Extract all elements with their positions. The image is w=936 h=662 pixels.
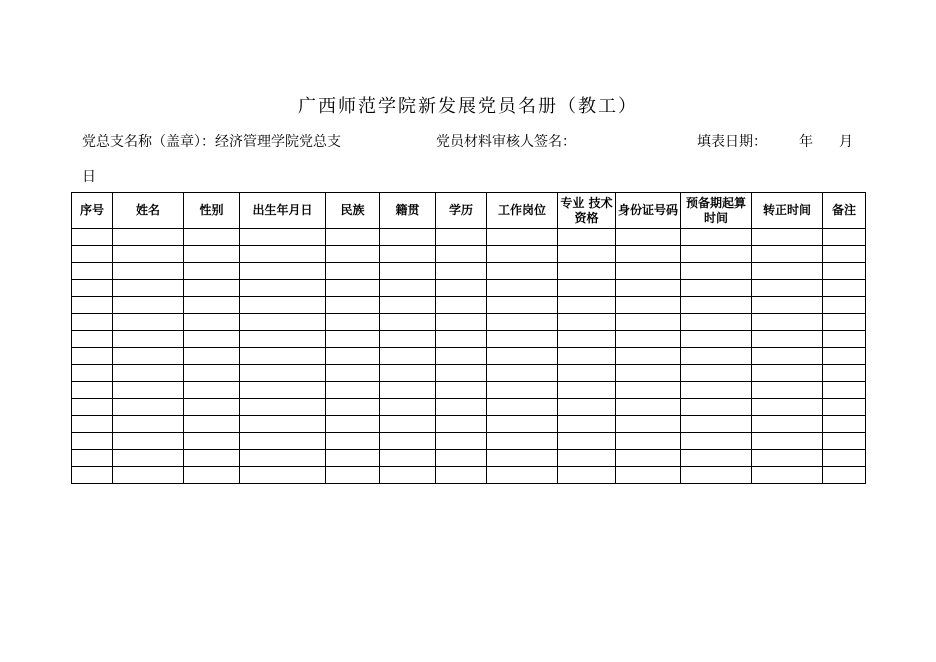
table-cell[interactable] xyxy=(752,331,823,348)
col-header-confirmation-date: 转正时间 xyxy=(752,193,823,229)
fill-date-month: 月 xyxy=(839,134,853,150)
table-cell[interactable] xyxy=(240,348,326,365)
table-cell[interactable] xyxy=(72,399,113,416)
table-cell[interactable] xyxy=(326,416,380,433)
table-cell[interactable] xyxy=(72,246,113,263)
table-cell[interactable] xyxy=(823,331,866,348)
table-row xyxy=(72,450,866,467)
table-cell[interactable] xyxy=(823,365,866,382)
table-cell[interactable] xyxy=(823,382,866,399)
table-cell[interactable] xyxy=(326,433,380,450)
table-cell[interactable] xyxy=(380,246,436,263)
branch-name-label: 党总支名称（盖章）：经济管理学院党总支 xyxy=(82,134,341,150)
table-cell[interactable] xyxy=(326,365,380,382)
table-cell[interactable] xyxy=(380,365,436,382)
table-cell[interactable] xyxy=(752,348,823,365)
table-cell[interactable] xyxy=(326,314,380,331)
table-cell[interactable] xyxy=(558,280,616,297)
table-row xyxy=(72,314,866,331)
table-cell[interactable] xyxy=(616,450,681,467)
table-cell[interactable] xyxy=(616,382,681,399)
table-cell[interactable] xyxy=(487,348,558,365)
table-cell[interactable] xyxy=(681,246,752,263)
table-cell[interactable] xyxy=(113,331,184,348)
table-cell[interactable] xyxy=(436,416,487,433)
table-cell[interactable] xyxy=(436,382,487,399)
table-cell[interactable] xyxy=(326,382,380,399)
table-cell[interactable] xyxy=(681,331,752,348)
table-cell[interactable] xyxy=(113,314,184,331)
table-cell[interactable] xyxy=(184,331,240,348)
table-cell[interactable] xyxy=(240,314,326,331)
table-cell[interactable] xyxy=(240,382,326,399)
table-cell[interactable] xyxy=(326,263,380,280)
table-cell[interactable] xyxy=(326,280,380,297)
table-cell[interactable] xyxy=(72,467,113,484)
reviewer-signature-label: 党员材料审核人签名： xyxy=(436,134,576,150)
fill-date-year: 年 xyxy=(799,134,813,150)
table-cell[interactable] xyxy=(113,246,184,263)
table-row xyxy=(72,348,866,365)
table-cell[interactable] xyxy=(326,450,380,467)
table-cell[interactable] xyxy=(113,467,184,484)
col-header-probation-start: 预备期起算时间 xyxy=(681,193,752,229)
table-cell[interactable] xyxy=(184,314,240,331)
table-cell[interactable] xyxy=(436,348,487,365)
table-cell[interactable] xyxy=(681,229,752,246)
table-cell[interactable] xyxy=(113,229,184,246)
table-cell[interactable] xyxy=(380,297,436,314)
table-cell[interactable] xyxy=(240,331,326,348)
table-cell[interactable] xyxy=(113,450,184,467)
table-row xyxy=(72,433,866,450)
table-cell[interactable] xyxy=(487,331,558,348)
table-cell[interactable] xyxy=(558,433,616,450)
table-cell[interactable] xyxy=(436,331,487,348)
table-cell[interactable] xyxy=(184,450,240,467)
table-cell[interactable] xyxy=(113,416,184,433)
table-cell[interactable] xyxy=(487,280,558,297)
table-cell[interactable] xyxy=(72,365,113,382)
table-cell[interactable] xyxy=(380,314,436,331)
table-cell[interactable] xyxy=(558,229,616,246)
table-row xyxy=(72,365,866,382)
table-cell[interactable] xyxy=(240,467,326,484)
table-cell[interactable] xyxy=(616,399,681,416)
table-cell[interactable] xyxy=(616,280,681,297)
table-cell[interactable] xyxy=(72,280,113,297)
table-cell[interactable] xyxy=(558,467,616,484)
table-cell[interactable] xyxy=(380,416,436,433)
table-cell[interactable] xyxy=(72,229,113,246)
table-cell[interactable] xyxy=(113,399,184,416)
table-cell[interactable] xyxy=(558,297,616,314)
table-cell[interactable] xyxy=(487,399,558,416)
table-cell[interactable] xyxy=(681,314,752,331)
table-cell[interactable] xyxy=(558,314,616,331)
table-cell[interactable] xyxy=(752,263,823,280)
table-cell[interactable] xyxy=(487,433,558,450)
table-cell[interactable] xyxy=(436,365,487,382)
table-cell[interactable] xyxy=(823,433,866,450)
table-cell[interactable] xyxy=(72,416,113,433)
table-cell[interactable] xyxy=(72,297,113,314)
table-cell[interactable] xyxy=(616,365,681,382)
table-cell[interactable] xyxy=(113,263,184,280)
table-row xyxy=(72,331,866,348)
table-cell[interactable] xyxy=(380,229,436,246)
table-cell[interactable] xyxy=(184,280,240,297)
table-cell[interactable] xyxy=(752,246,823,263)
table-cell[interactable] xyxy=(752,229,823,246)
table-cell[interactable] xyxy=(487,467,558,484)
table-cell[interactable] xyxy=(436,297,487,314)
table-cell[interactable] xyxy=(823,280,866,297)
col-header-remarks: 备注 xyxy=(823,193,866,229)
table-cell[interactable] xyxy=(184,399,240,416)
table-cell[interactable] xyxy=(752,314,823,331)
table-cell[interactable] xyxy=(436,450,487,467)
table-cell[interactable] xyxy=(616,246,681,263)
table-cell[interactable] xyxy=(113,348,184,365)
table-cell[interactable] xyxy=(681,433,752,450)
table-cell[interactable] xyxy=(823,416,866,433)
table-cell[interactable] xyxy=(487,263,558,280)
table-cell[interactable] xyxy=(436,229,487,246)
table-cell[interactable] xyxy=(752,467,823,484)
table-cell[interactable] xyxy=(72,382,113,399)
table-cell[interactable] xyxy=(380,450,436,467)
table-cell[interactable] xyxy=(326,297,380,314)
table-cell[interactable] xyxy=(823,229,866,246)
table-cell[interactable] xyxy=(823,348,866,365)
table-header-row xyxy=(72,193,866,229)
table-cell[interactable] xyxy=(240,433,326,450)
table-cell[interactable] xyxy=(240,246,326,263)
table-cell[interactable] xyxy=(326,246,380,263)
table-cell[interactable] xyxy=(72,348,113,365)
table-cell[interactable] xyxy=(823,246,866,263)
table-cell[interactable] xyxy=(752,365,823,382)
table-cell[interactable] xyxy=(326,229,380,246)
table-cell[interactable] xyxy=(184,365,240,382)
document-title: 广西师范学院新发展党员名册（教工） xyxy=(298,96,638,117)
table-cell[interactable] xyxy=(184,348,240,365)
table-row xyxy=(72,263,866,280)
table-cell[interactable] xyxy=(380,433,436,450)
table-cell[interactable] xyxy=(436,263,487,280)
table-cell[interactable] xyxy=(487,297,558,314)
table-cell[interactable] xyxy=(184,246,240,263)
table-cell[interactable] xyxy=(380,331,436,348)
table-row xyxy=(72,246,866,263)
table-cell[interactable] xyxy=(616,331,681,348)
table-cell[interactable] xyxy=(823,399,866,416)
table-body xyxy=(72,229,866,484)
table-cell[interactable] xyxy=(184,416,240,433)
table-cell[interactable] xyxy=(487,450,558,467)
table-cell[interactable] xyxy=(752,416,823,433)
table-cell[interactable] xyxy=(436,280,487,297)
table-cell[interactable] xyxy=(240,450,326,467)
table-cell[interactable] xyxy=(558,365,616,382)
table-cell[interactable] xyxy=(558,382,616,399)
table-row xyxy=(72,399,866,416)
col-header-birthdate: 出生年月日 xyxy=(240,193,326,229)
table-cell[interactable] xyxy=(436,314,487,331)
col-header-native-place: 籍贯 xyxy=(380,193,436,229)
table-cell[interactable] xyxy=(616,433,681,450)
table-cell[interactable] xyxy=(326,399,380,416)
table-cell[interactable] xyxy=(72,433,113,450)
table-cell[interactable] xyxy=(487,365,558,382)
table-cell[interactable] xyxy=(240,263,326,280)
table-cell[interactable] xyxy=(616,348,681,365)
table-cell[interactable] xyxy=(380,280,436,297)
col-header-education: 学历 xyxy=(436,193,487,229)
table-cell[interactable] xyxy=(558,263,616,280)
table-cell[interactable] xyxy=(558,348,616,365)
table-cell[interactable] xyxy=(326,331,380,348)
table-cell[interactable] xyxy=(436,399,487,416)
table-cell[interactable] xyxy=(184,229,240,246)
table-cell[interactable] xyxy=(558,246,616,263)
table-cell[interactable] xyxy=(681,297,752,314)
table-cell[interactable] xyxy=(752,297,823,314)
table-cell[interactable] xyxy=(380,382,436,399)
table-cell[interactable] xyxy=(616,467,681,484)
table-cell[interactable] xyxy=(616,263,681,280)
table-cell[interactable] xyxy=(113,433,184,450)
member-roster-table xyxy=(71,192,866,484)
table-row xyxy=(72,229,866,246)
table-cell[interactable] xyxy=(823,263,866,280)
table-cell[interactable] xyxy=(558,331,616,348)
table-cell[interactable] xyxy=(184,467,240,484)
table-cell[interactable] xyxy=(380,467,436,484)
table-cell[interactable] xyxy=(681,382,752,399)
table-cell[interactable] xyxy=(380,348,436,365)
table-cell[interactable] xyxy=(240,365,326,382)
table-cell[interactable] xyxy=(184,433,240,450)
table-cell[interactable] xyxy=(616,229,681,246)
table-cell[interactable] xyxy=(616,314,681,331)
table-cell[interactable] xyxy=(240,229,326,246)
table-cell[interactable] xyxy=(752,433,823,450)
table-cell[interactable] xyxy=(681,348,752,365)
table-row xyxy=(72,416,866,433)
table-cell[interactable] xyxy=(184,297,240,314)
table-cell[interactable] xyxy=(487,382,558,399)
table-cell[interactable] xyxy=(113,365,184,382)
table-cell[interactable] xyxy=(752,450,823,467)
table-row xyxy=(72,382,866,399)
table-cell[interactable] xyxy=(487,229,558,246)
table-cell[interactable] xyxy=(184,382,240,399)
table-cell[interactable] xyxy=(681,263,752,280)
table-cell[interactable] xyxy=(558,416,616,433)
col-header-name: 姓名 xyxy=(113,193,184,229)
table-cell[interactable] xyxy=(681,450,752,467)
fill-date-label: 填表日期： xyxy=(697,134,767,150)
table-cell[interactable] xyxy=(681,365,752,382)
table-cell[interactable] xyxy=(752,280,823,297)
table-cell[interactable] xyxy=(558,399,616,416)
table-cell[interactable] xyxy=(487,416,558,433)
table-row xyxy=(72,467,866,484)
table-cell[interactable] xyxy=(752,382,823,399)
table-cell[interactable] xyxy=(113,382,184,399)
col-header-professional-title: 专业 技术资格 xyxy=(558,193,616,229)
col-header-job-post: 工作岗位 xyxy=(487,193,558,229)
table-cell[interactable] xyxy=(380,399,436,416)
table-cell[interactable] xyxy=(558,450,616,467)
table-cell[interactable] xyxy=(823,467,866,484)
table-cell[interactable] xyxy=(681,280,752,297)
table-cell[interactable] xyxy=(72,263,113,280)
table-cell[interactable] xyxy=(380,263,436,280)
table-cell[interactable] xyxy=(823,450,866,467)
table-cell[interactable] xyxy=(72,450,113,467)
table-cell[interactable] xyxy=(681,399,752,416)
table-row xyxy=(72,280,866,297)
table-cell[interactable] xyxy=(616,297,681,314)
table-cell[interactable] xyxy=(681,416,752,433)
table-cell[interactable] xyxy=(436,467,487,484)
table-cell[interactable] xyxy=(240,297,326,314)
table-row xyxy=(72,297,866,314)
table-cell[interactable] xyxy=(240,416,326,433)
table-cell[interactable] xyxy=(326,467,380,484)
col-header-id-number: 身份证号码 xyxy=(616,193,681,229)
col-header-ethnicity: 民族 xyxy=(326,193,380,229)
table-cell[interactable] xyxy=(436,246,487,263)
table-cell[interactable] xyxy=(326,348,380,365)
table-cell[interactable] xyxy=(113,297,184,314)
table-cell[interactable] xyxy=(823,314,866,331)
table-cell[interactable] xyxy=(752,399,823,416)
table-cell[interactable] xyxy=(681,467,752,484)
table-cell[interactable] xyxy=(823,297,866,314)
table-cell[interactable] xyxy=(487,246,558,263)
col-header-index: 序号 xyxy=(72,193,113,229)
table-cell[interactable] xyxy=(616,416,681,433)
table-cell[interactable] xyxy=(240,280,326,297)
table-cell[interactable] xyxy=(72,331,113,348)
fill-date-day: 日 xyxy=(82,169,96,185)
table-cell[interactable] xyxy=(72,314,113,331)
table-cell[interactable] xyxy=(184,263,240,280)
table-cell[interactable] xyxy=(487,314,558,331)
table-cell[interactable] xyxy=(436,433,487,450)
table-cell[interactable] xyxy=(113,280,184,297)
table-cell[interactable] xyxy=(240,399,326,416)
col-header-gender: 性别 xyxy=(184,193,240,229)
